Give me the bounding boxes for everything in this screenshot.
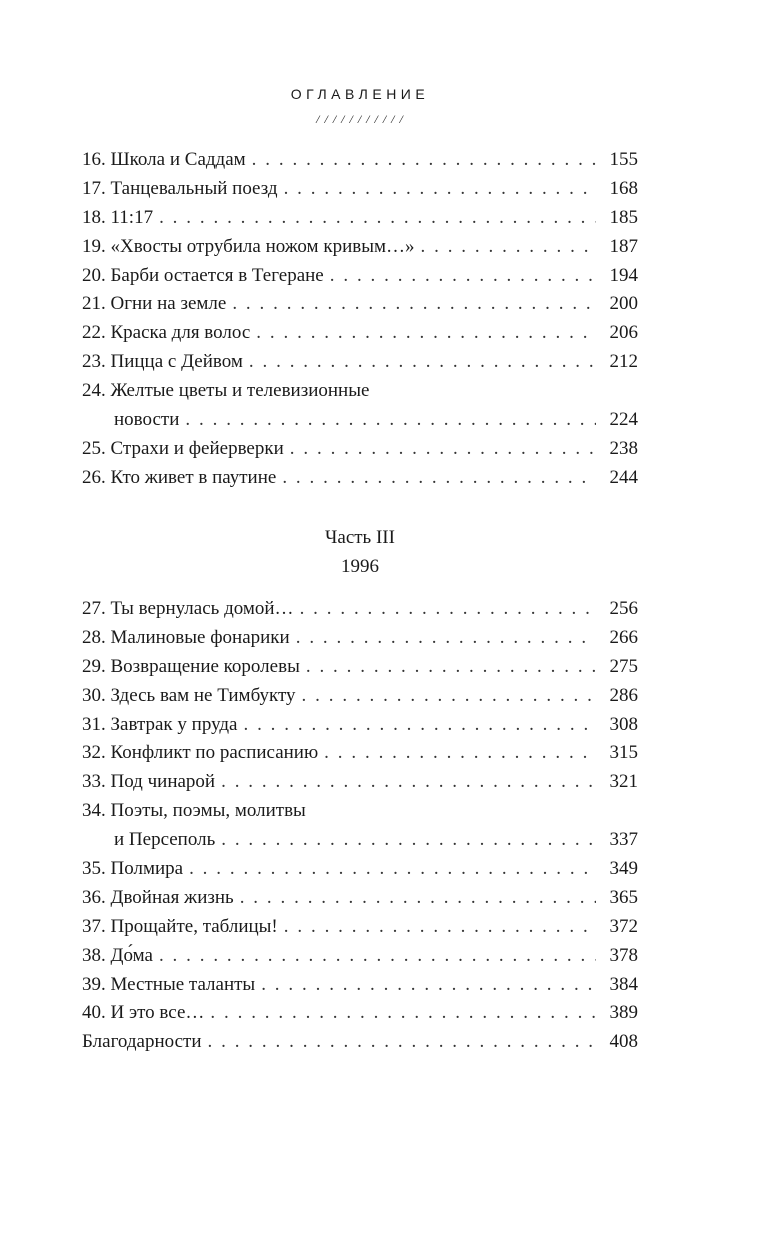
part-year: 1996: [341, 556, 379, 577]
entry-page: 206: [609, 322, 638, 344]
dot-leader: [290, 435, 596, 464]
toc-entry: [82, 290, 638, 319]
dot-leader: [208, 1028, 597, 1057]
heading-ornament: / / / / / / / / / / /: [316, 112, 404, 126]
entry-title: 31. Завтрак у пруда: [82, 713, 238, 735]
dot-leader: [282, 464, 596, 493]
dot-leader: [284, 913, 596, 942]
entry-title: 18. 11:17: [82, 206, 154, 228]
toc-entry: [82, 855, 638, 884]
dot-leader: [284, 175, 596, 204]
entry-title: 23. Пицца с Дейвом: [82, 351, 243, 373]
entry-page: 244: [609, 466, 638, 488]
entry-page: 365: [609, 886, 638, 908]
dot-leader: [324, 739, 596, 768]
dot-leader: [189, 855, 596, 884]
entry-page: 378: [609, 944, 638, 966]
entry-title: 17. Танцевальный поезд: [82, 177, 278, 199]
entry-title: 33. Под чинарой: [82, 771, 216, 793]
entry-page: 321: [609, 771, 638, 793]
entry-page: 349: [609, 858, 638, 880]
toc-entry: [82, 435, 638, 464]
entry-page: 256: [609, 598, 638, 619]
toc-entry: [82, 739, 638, 768]
entry-page: 212: [609, 351, 638, 373]
entry-page: 408: [609, 1031, 638, 1053]
entry-title: 16. Школа и Саддам: [82, 149, 246, 170]
entry-title: Благодарности: [82, 1031, 202, 1053]
entry-page: 286: [609, 684, 638, 706]
dot-leader: [185, 406, 596, 435]
entry-title-continuation: и Персеполь: [114, 829, 216, 851]
entry-title: 35. Полмира: [82, 858, 184, 880]
dot-leader: [421, 233, 597, 262]
toc-entry: [82, 233, 638, 262]
entry-page: 389: [609, 1002, 638, 1024]
dot-leader: [232, 290, 596, 319]
entry-title: 36. Двойная жизнь: [82, 886, 234, 908]
entry-title: 32. Конфликт по расписанию: [82, 742, 319, 764]
entry-title: 40. И это все…: [82, 1002, 205, 1024]
entry-title: 19. «Хвосты отрубила ножом кривым…»: [82, 235, 415, 257]
entry-title: 29. Возвращение королевы: [82, 655, 300, 677]
toc-entry: [82, 768, 638, 797]
dot-leader: [300, 595, 596, 624]
entry-page: 315: [609, 742, 638, 764]
toc-entry: [82, 653, 638, 682]
dot-leader: [302, 682, 596, 711]
dot-leader: [240, 884, 596, 913]
toc-entry: [82, 624, 638, 653]
toc-entry: [82, 464, 638, 493]
toc-section-1: [82, 146, 638, 493]
toc-heading: ОГЛАВЛЕНИЕ: [290, 86, 430, 102]
entry-page: 194: [609, 264, 638, 286]
entry-page: 337: [609, 829, 638, 851]
toc-entry-first-line: [82, 377, 638, 406]
entry-page: 185: [609, 206, 638, 228]
toc-entry: [82, 682, 638, 711]
toc-entry: [82, 913, 638, 942]
entry-title: 27. Ты вернулась домой…: [82, 598, 294, 619]
toc-entry: [82, 711, 638, 740]
toc-entry: [82, 884, 638, 913]
toc-entry: [82, 942, 638, 971]
dot-leader: [249, 348, 596, 377]
toc-entry: [82, 999, 638, 1028]
entry-title: 28. Малиновые фонарики: [82, 626, 290, 648]
dot-leader: [261, 971, 596, 1000]
entry-title: 25. Страхи и фейерверки: [82, 437, 284, 459]
toc-entry: [82, 595, 638, 624]
toc-entry: [82, 262, 638, 291]
dot-leader: [243, 711, 596, 740]
entry-title: 22. Краска для волос: [82, 322, 251, 344]
entry-page: 168: [609, 177, 638, 199]
entry-page: 308: [609, 713, 638, 735]
toc-entry-first-line: [82, 797, 638, 826]
entry-title: 30. Здесь вам не Тимбукту: [82, 684, 296, 706]
dot-leader: [221, 768, 596, 797]
entry-title: 20. Барби остается в Тегеране: [82, 264, 324, 286]
entry-page: 238: [609, 437, 638, 459]
toc-entry: [82, 146, 638, 175]
toc-section-2: [82, 595, 638, 1057]
entry-title-continuation: новости: [114, 409, 180, 431]
toc-entry: [82, 175, 638, 204]
entry-page: 275: [609, 655, 638, 677]
entry-title: 26. Кто живет в паутине: [82, 466, 277, 488]
dot-leader: [210, 999, 596, 1028]
toc-entry: [82, 348, 638, 377]
entry-page: 372: [609, 915, 638, 937]
dot-leader: [306, 653, 596, 682]
toc-entry: [82, 204, 638, 233]
part-label: Часть III: [325, 527, 395, 548]
entry-page: 224: [609, 409, 638, 431]
dot-leader: [252, 146, 596, 175]
toc-entry-continuation: [82, 406, 638, 435]
dot-leader: [256, 319, 596, 348]
toc-entry: [82, 971, 638, 1000]
entry-title: 38. До́ма: [82, 944, 153, 966]
entry-title: 37. Прощайте, таблицы!: [82, 915, 278, 937]
entry-title: 39. Местные таланты: [82, 973, 256, 995]
entry-page: 155: [609, 149, 638, 170]
toc-entry-continuation: [82, 826, 638, 855]
entry-title: 21. Огни на земле: [82, 293, 227, 315]
dot-leader: [159, 942, 596, 971]
toc-entry: [82, 319, 638, 348]
dot-leader: [296, 624, 596, 653]
entry-page: 200: [609, 293, 638, 315]
dot-leader: [221, 826, 596, 855]
entry-page: 266: [609, 626, 638, 648]
toc-entry: [82, 1028, 638, 1057]
dot-leader: [159, 204, 596, 233]
entry-page: 187: [609, 235, 638, 257]
dot-leader: [330, 262, 596, 291]
entry-title: 24. Желтые цветы и телевизионные: [82, 380, 370, 402]
entry-page: 384: [609, 973, 638, 995]
entry-title: 34. Поэты, поэмы, молитвы: [82, 800, 306, 822]
